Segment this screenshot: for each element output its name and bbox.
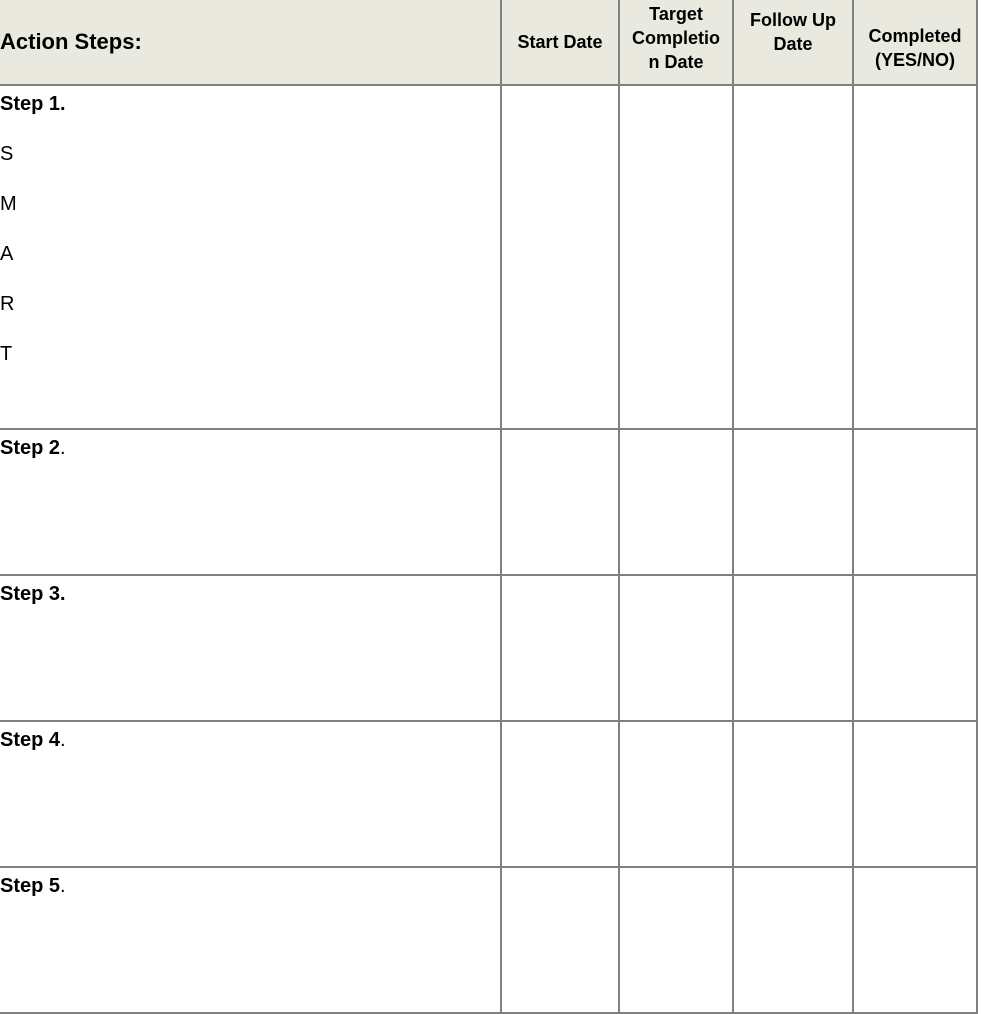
target-completion-header <box>619 0 733 85</box>
step-row-4 <box>0 721 977 867</box>
step-4-cell[interactable] <box>0 721 501 867</box>
step-1-follow-up-cell[interactable] <box>733 85 853 429</box>
action-steps-header-label: Action Steps: <box>0 29 142 54</box>
step-3-completed-cell[interactable] <box>853 575 977 721</box>
step-row-5 <box>0 867 977 1013</box>
step-2-label: Step 2 <box>0 437 61 459</box>
step-5-suffix: . <box>60 875 66 897</box>
step-row-3 <box>0 575 977 721</box>
step-2-follow-up-cell[interactable] <box>733 429 853 575</box>
step-2-start-date-cell[interactable] <box>501 429 619 575</box>
step-5-cell[interactable] <box>0 867 501 1013</box>
step-3-follow-up-cell[interactable] <box>733 575 853 721</box>
step-5-target-completion-cell[interactable] <box>619 867 733 1013</box>
step-3-start-date-cell[interactable] <box>501 575 619 721</box>
completed-header-label: Completed (YES/NO) <box>868 26 962 70</box>
step-row-1 <box>0 85 977 429</box>
step-3-label: Step 3. <box>0 583 66 605</box>
step-5-label: Step 5 <box>0 875 61 897</box>
smart-letter-s: S <box>0 143 14 165</box>
step-1-cell[interactable] <box>0 85 501 429</box>
step-4-completed-cell[interactable] <box>853 721 977 867</box>
smart-letter-r: R <box>0 293 15 315</box>
smart-letter-m: M <box>0 193 17 215</box>
smart-letter-t: T <box>0 343 13 365</box>
start-date-header-label: Start Date <box>517 32 603 52</box>
start-date-header <box>501 0 619 85</box>
step-3-target-completion-cell[interactable] <box>619 575 733 721</box>
step-5-start-date-cell[interactable] <box>501 867 619 1013</box>
step-2-target-completion-cell[interactable] <box>619 429 733 575</box>
step-row-2 <box>0 429 977 575</box>
step-1-target-completion-cell[interactable] <box>619 85 733 429</box>
step-4-suffix: . <box>60 729 66 751</box>
step-2-title <box>0 436 500 460</box>
step-4-title <box>0 728 500 752</box>
step-3-cell[interactable] <box>0 575 501 721</box>
step-2-cell[interactable] <box>0 429 501 575</box>
step-3-title <box>0 582 500 606</box>
step-1-start-date-cell[interactable] <box>501 85 619 429</box>
step-2-completed-cell[interactable] <box>853 429 977 575</box>
step-4-follow-up-cell[interactable] <box>733 721 853 867</box>
step-2-suffix: . <box>60 437 66 459</box>
step-5-completed-cell[interactable] <box>853 867 977 1013</box>
step-4-label: Step 4 <box>0 729 61 751</box>
action-steps-header <box>0 0 501 85</box>
header-row <box>0 0 977 85</box>
step-5-follow-up-cell[interactable] <box>733 867 853 1013</box>
completed-header <box>853 0 977 85</box>
step-1-title <box>0 92 500 116</box>
step-4-start-date-cell[interactable] <box>501 721 619 867</box>
follow-up-date-header <box>733 0 853 85</box>
step-1-label: Step 1. <box>0 93 66 115</box>
follow-up-date-header-label: Follow Up Date <box>750 10 836 54</box>
target-completion-header-label: Target Completio n Date <box>632 4 720 72</box>
step-4-target-completion-cell[interactable] <box>619 721 733 867</box>
step-5-title <box>0 874 500 898</box>
smart-letter-a: A <box>0 243 14 265</box>
step-1-completed-cell[interactable] <box>853 85 977 429</box>
